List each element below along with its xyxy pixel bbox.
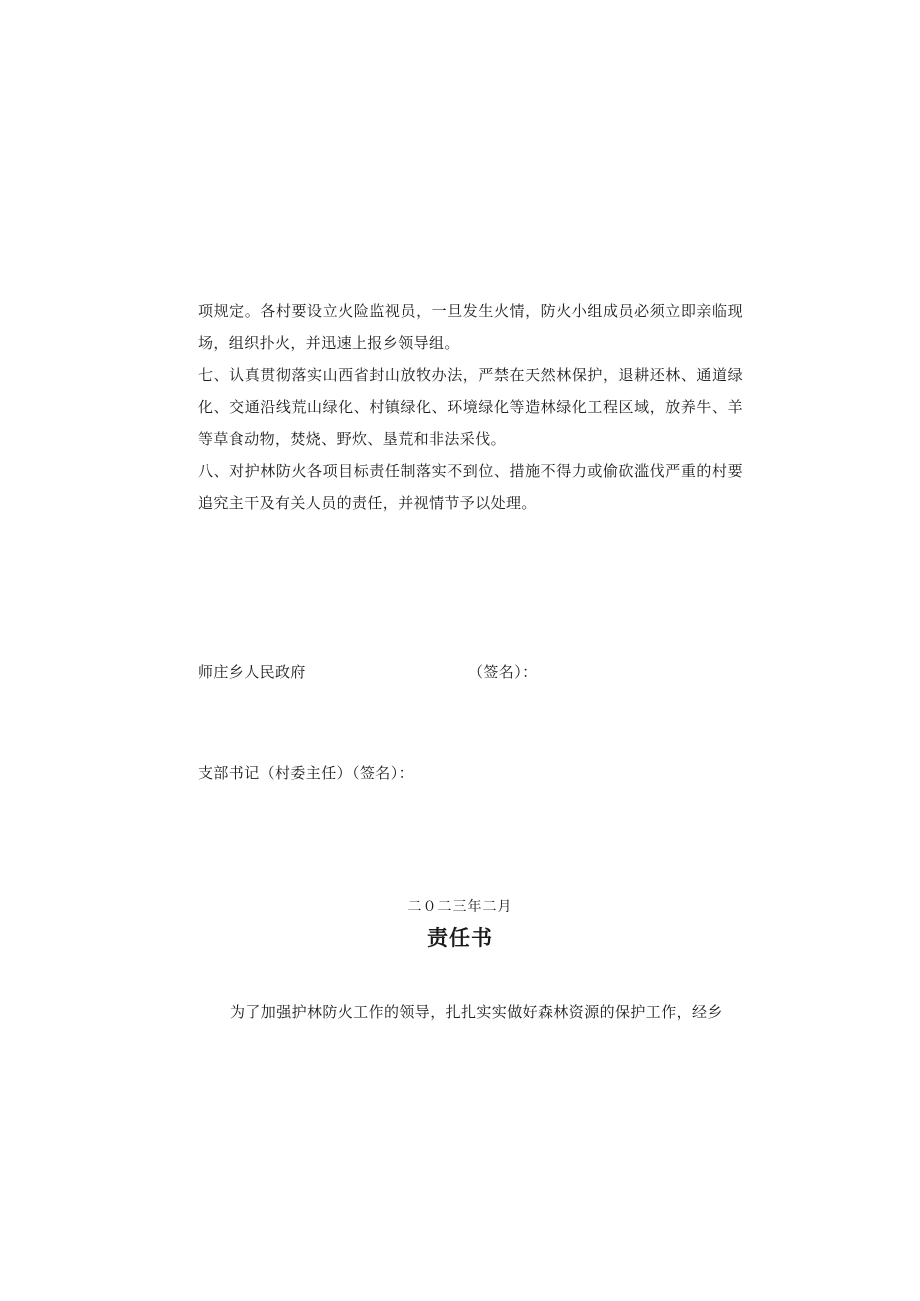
secretary-signature-line: 支部书记（村委主任）（签名）： bbox=[198, 764, 415, 782]
government-sign-label: （签名）： bbox=[468, 663, 538, 681]
page-title: 责任书 bbox=[427, 926, 493, 950]
government-name: 师庄乡人民政府 bbox=[198, 663, 306, 681]
paragraph-item-seven: 七、认真贯彻落实山西省封山放牧办法，严禁在天然林保护，退耕还林、通道绿化、交通沿线荒山绿化、村镇绿化、环境绿化等造林绿化工程区域，放养牛、羊等草食动物，焚烧、野炊、垦荒和非法采伐。 bbox=[198, 366, 743, 448]
document-date: 二０二三年二月 bbox=[407, 899, 513, 915]
intro-paragraph: 为了加强护林防火工作的领导，扎扎实实做好森林资源的保护工作，经乡 bbox=[230, 1003, 723, 1021]
paragraph-fire-watch: 项规定。各村要设立火险监视员，一旦发生火情，防火小组成员必须立即亲临现场，组织扑火，并迅速上报乡领导组。 bbox=[198, 302, 743, 352]
paragraph-item-eight: 八、对护林防火各项目标责任制落实不到位、措施不得力或偷砍滥伐严重的村要追究主干及有关人员的责任，并视情节予以处理。 bbox=[198, 462, 743, 512]
